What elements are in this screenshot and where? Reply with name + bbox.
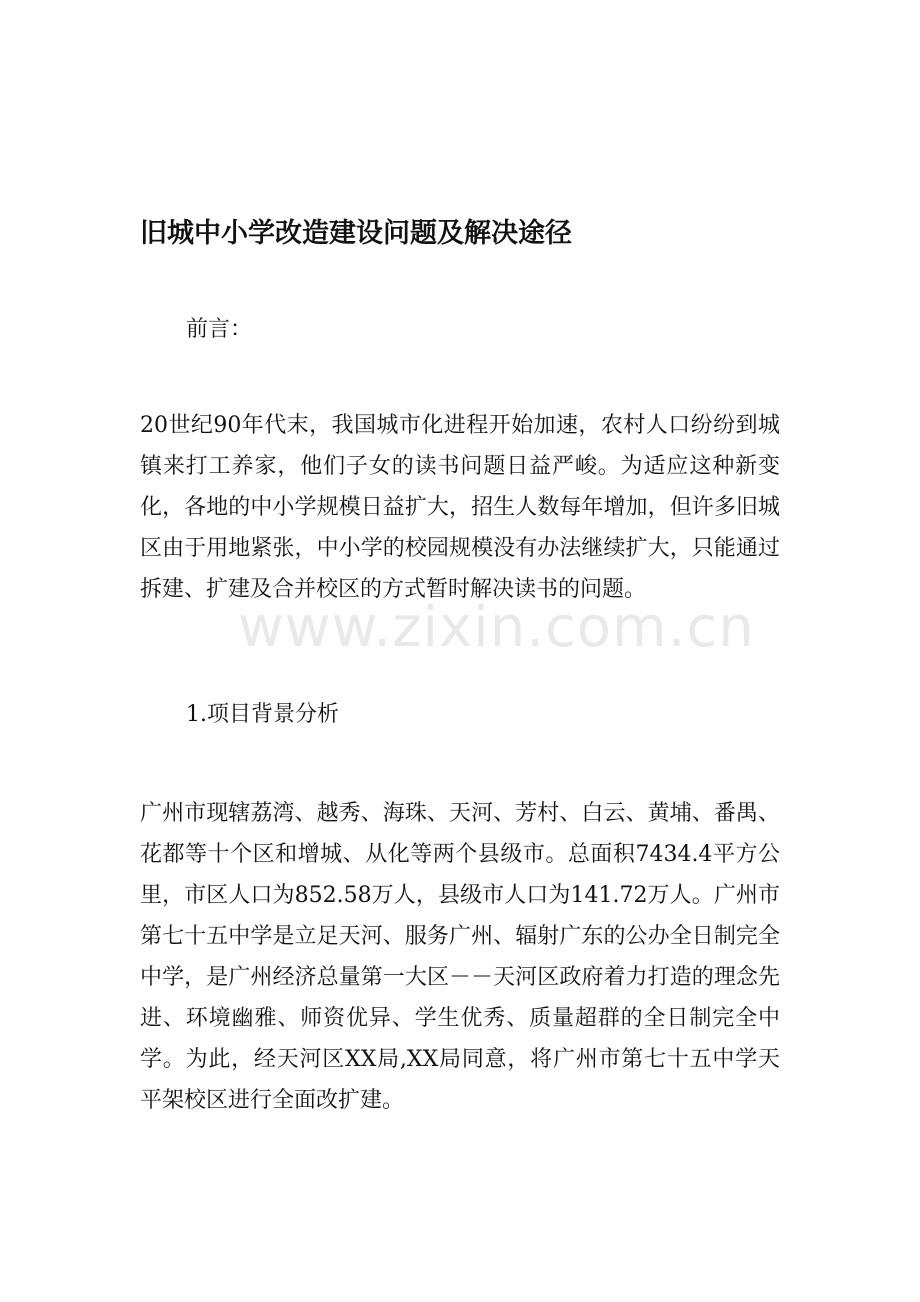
paragraph-intro: 20世纪90年代末，我国城市化进程开始加速，农村人口纷纷到城镇来打工养家，他们子女的读书问题日益严峻。为适应这种新变化，各地的中小学规模日益扩大，招生人数每年增加，但许多旧城区由于用地紧张，中小学的校园规模没有办法继续扩大，只能通过拆建、扩建及合并校区的方式暂时解决读书的问题。 [140,413,780,602]
preface-label: 前言： [186,317,253,342]
watermark: www.zixin.com.cn [238,595,755,660]
section-heading-background: 1.项目背景分析 [186,702,339,727]
paragraph-background: 广州市现辖荔湾、越秀、海珠、天河、芳村、白云、黄埔、番禺、花都等十个区和增城、从化等两个县级市。总面积7434.4平方公里，市区人口为852.58万人，县级市人口为141.72万人。广州市第七十五中学是立足天河、服务广州、辐射广东的公办全日制完全中学，是广州经济总量第一大区－－天河区政府着力打造的理念先进、环境幽雅、师资优异、学生优秀、质量超群的全日制完全中学。为此，经天河区XX局,XX局同意，将广州市第七十五中学天平架校区进行全面改扩建。 [140,801,780,1113]
document-title: 旧城中小学改造建设问题及解决途径 [140,218,572,249]
